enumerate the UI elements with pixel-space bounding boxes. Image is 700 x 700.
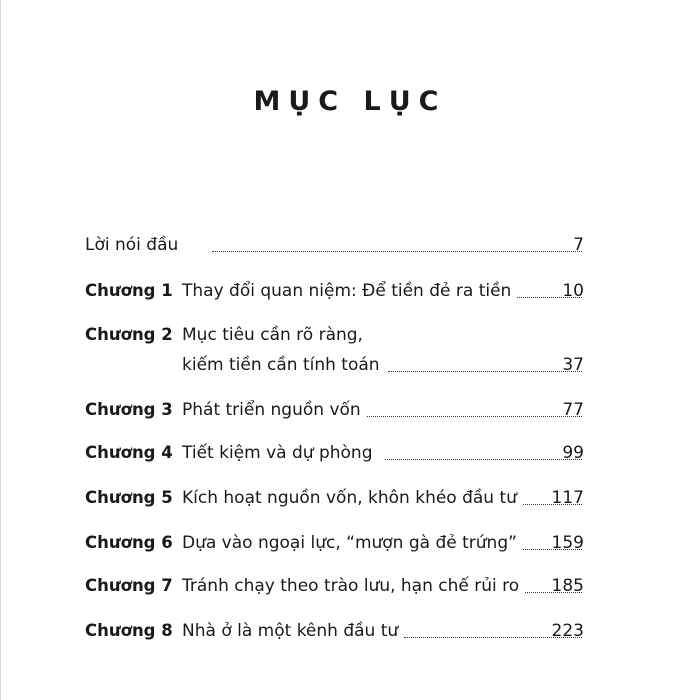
dot-leader — [385, 459, 583, 460]
toc-page-number: 10 — [562, 281, 584, 301]
toc-page-number: 223 — [551, 621, 584, 641]
toc-entry — [182, 440, 584, 466]
toc-row-chapter-3 — [0, 397, 700, 423]
toc-entry-title-line-2: kiếm tiền cần tính toán — [182, 355, 380, 375]
chapter-label: Chương 6 — [85, 533, 173, 552]
toc-row-chapter-1 — [0, 278, 700, 304]
toc-row-chapter-2 — [0, 322, 700, 348]
toc-entry — [182, 618, 584, 644]
toc-entry — [182, 573, 584, 599]
toc-entry — [182, 278, 584, 304]
toc-entry-title: Tránh chạy theo trào lưu, hạn chế rủi ro — [182, 576, 520, 596]
toc-entry-title: Lời nói đầu — [85, 235, 179, 255]
toc-entry-title: Thay đổi quan niệm: Để tiền đẻ ra tiền — [182, 281, 512, 301]
dot-leader — [212, 251, 582, 252]
chapter-label: Chương 5 — [85, 488, 173, 507]
chapter-label: Chương 7 — [85, 576, 173, 595]
toc-page-number: 37 — [562, 355, 584, 375]
toc-entry-title: Kích hoạt nguồn vốn, khôn khéo đầu tư — [182, 488, 517, 508]
toc-entry — [182, 485, 584, 511]
toc-entry-title: Tiết kiệm và dự phòng — [182, 443, 373, 463]
toc-entry-title: Phát triển nguồn vốn — [182, 400, 361, 420]
toc-page-number: 185 — [551, 576, 584, 596]
toc-entry-title: Nhà ở là một kênh đầu tư — [182, 621, 399, 641]
chapter-label: Chương 3 — [85, 400, 173, 419]
toc-page-number: 99 — [562, 443, 584, 463]
toc-row-chapter-8 — [0, 618, 700, 644]
toc-page-number: 7 — [573, 235, 584, 255]
chapter-label: Chương 4 — [85, 443, 173, 462]
toc-row-chapter-5 — [0, 485, 700, 511]
toc-page-number: 77 — [562, 400, 584, 420]
dot-leader — [367, 416, 582, 417]
toc-row-preface — [0, 232, 700, 258]
chapter-label: Chương 8 — [85, 621, 173, 640]
toc-entry-title-line-1: Mục tiêu cần rõ ràng, — [182, 325, 363, 345]
page-title: MỤC LỤC — [253, 86, 447, 117]
toc-entry — [182, 352, 584, 378]
toc-page-number: 159 — [551, 533, 584, 553]
toc-entry — [182, 397, 584, 423]
toc-row-chapter-4 — [0, 440, 700, 466]
chapter-label: Chương 1 — [85, 281, 173, 300]
toc-entry-title: Dựa vào ngoại lực, “mượn gà đẻ trứng” — [182, 533, 517, 553]
toc-entry — [182, 530, 584, 556]
chapter-label: Chương 2 — [85, 325, 173, 344]
toc-page-number: 117 — [551, 488, 584, 508]
toc-row-chapter-7 — [0, 573, 700, 599]
toc-row-chapter-2-cont — [0, 352, 700, 378]
toc-row-chapter-6 — [0, 530, 700, 556]
dot-leader — [388, 371, 582, 372]
toc-entry-preface — [85, 232, 584, 258]
